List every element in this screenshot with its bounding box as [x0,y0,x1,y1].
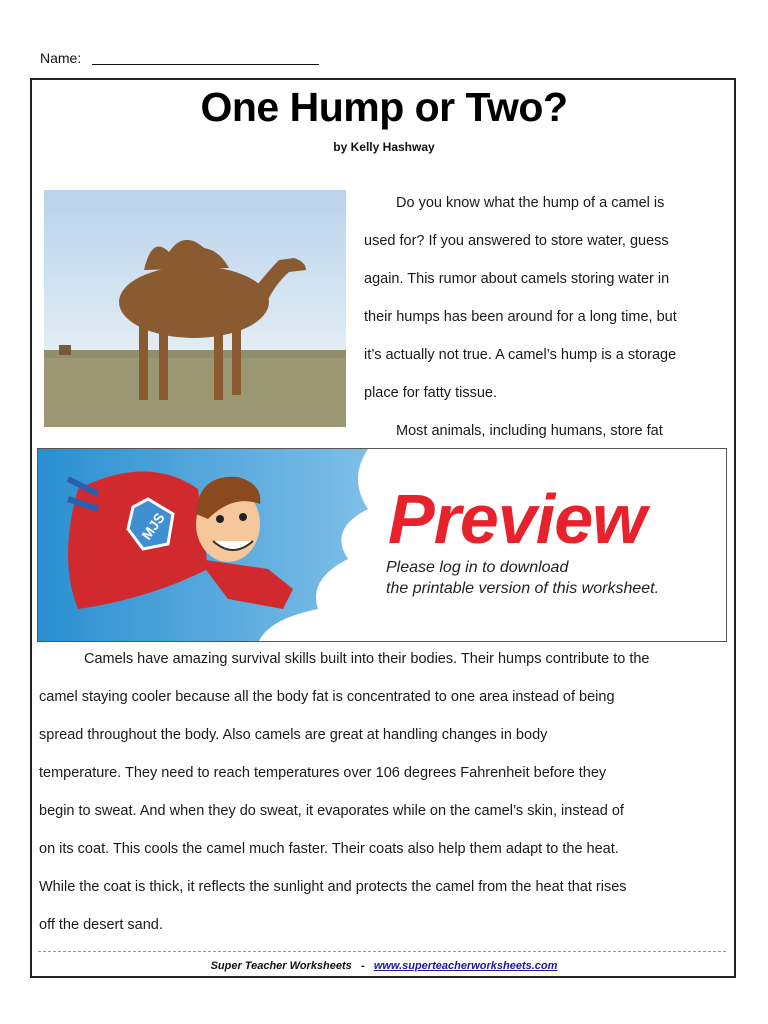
preview-banner [37,448,727,642]
text-line: their humps has been around for a long time, but [364,309,677,325]
text-line: spread throughout the body. Also camels are great at handling changes in body [39,727,548,743]
footer-link[interactable]: www.superteacherworksheets.com [373,960,558,972]
footer [0,960,768,972]
text-line: camel staying cooler because all the body fat is concentrated to one area instead of being [39,689,615,705]
footer-divider [38,951,726,952]
page-title: One Hump or Two? [200,84,568,130]
footer-brand: Super Teacher Worksheets [210,960,352,972]
preview-message-line1: Please log in to download [386,559,569,576]
text-line: on its coat. This cools the camel much faster. Their coats also help them adapt to the heat. [39,841,619,857]
text-line: it’s actually not true. A camel’s hump is a storage [364,347,677,363]
byline: by Kelly Hashway [333,140,435,154]
text-line: place for fatty tissue. [364,385,497,401]
text-line: Most animals, including humans, store fat [396,423,663,439]
text-line: used for? If you answered to store water, guess [364,233,669,249]
mascot-badge-text: MJS [138,509,168,543]
text-line: Do you know what the hump of a camel is [396,195,665,211]
name-blank-line [92,64,319,65]
text-line: While the coat is thick, it reflects the sunlight and protects the camel from the heat that rises [39,879,627,895]
text-line: Camels have amazing survival skills built into their bodies. Their humps contribute to the [84,651,650,667]
text-line: begin to sweat. And when they do sweat, it evaporates while on the camel’s skin, instead of [39,803,624,819]
text-line: again. This rumor about camels storing water in [364,271,670,287]
footer-separator: - [360,960,365,972]
camel-photo [44,190,346,427]
name-label: Name: [40,50,82,66]
text-line: temperature. They need to reach temperatures over 106 degrees Fahrenheit before they [39,765,607,781]
preview-message-line2: the printable version of this worksheet. [386,580,660,597]
preview-title: Preview [388,480,646,558]
text-line: off the desert sand. [39,917,163,933]
